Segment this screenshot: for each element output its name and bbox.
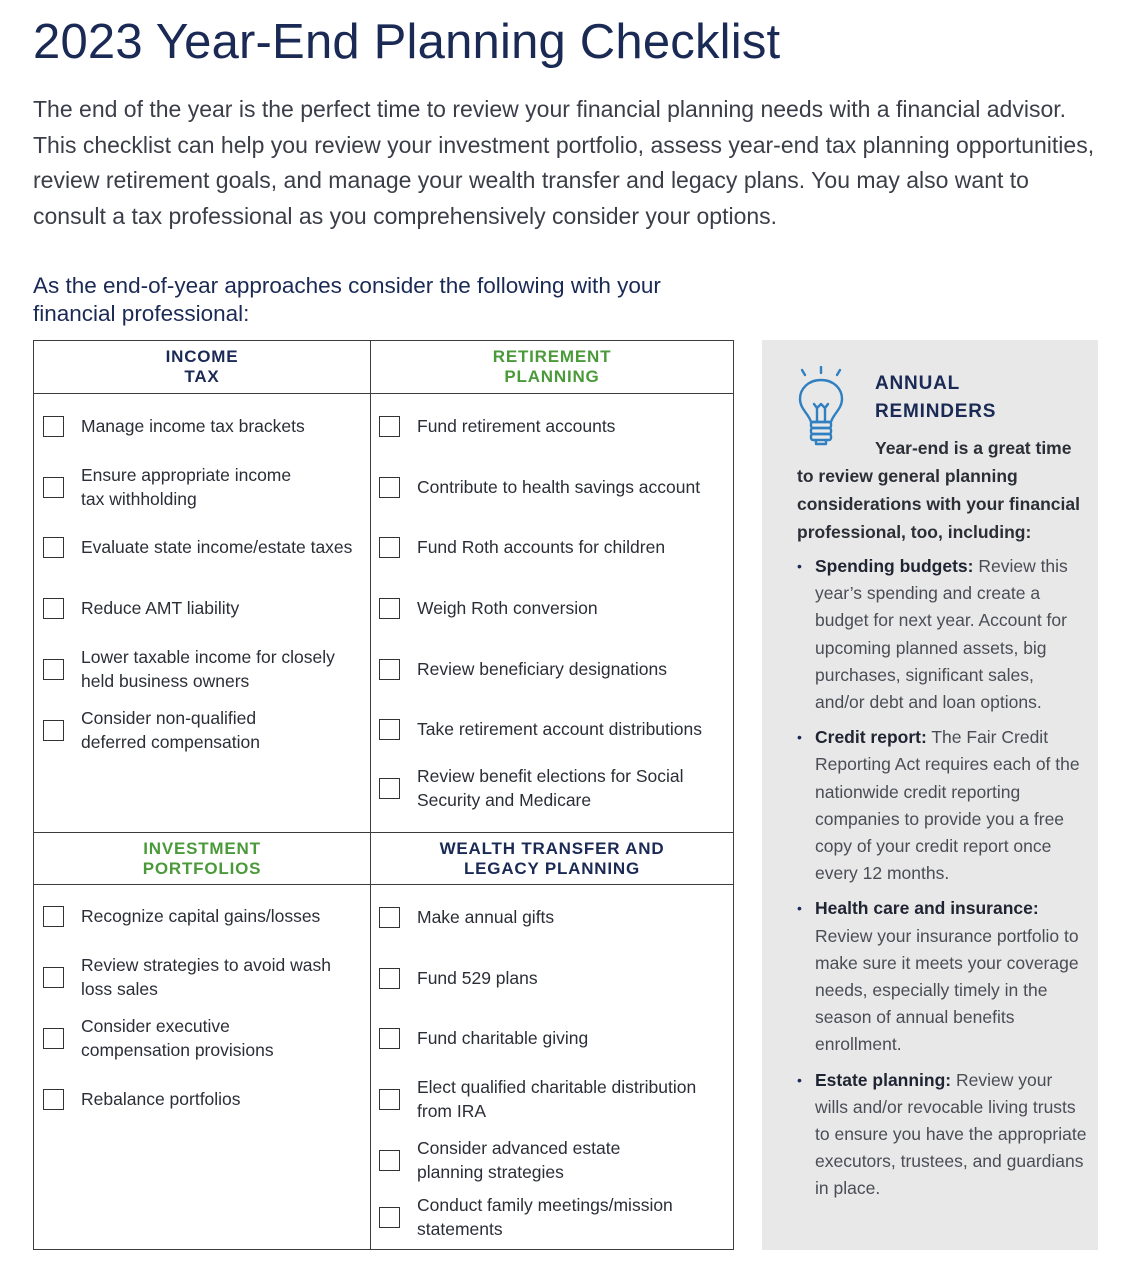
checklist-item[interactable] bbox=[43, 1014, 303, 1062]
section-header-line: PLANNING bbox=[504, 367, 600, 386]
checklist-item-label: Consider advanced estate planning strategies bbox=[417, 1138, 621, 1182]
checklist-item-label: Elect qualified charitable distribution from IRA bbox=[417, 1077, 697, 1121]
checklist-item-label: Fund retirement accounts bbox=[417, 416, 616, 436]
checklist-item-label: Consider executive compensation provisions bbox=[81, 1016, 274, 1060]
checklist-item[interactable] bbox=[379, 414, 729, 438]
checklist-item-label: Evaluate state income/estate taxes bbox=[81, 537, 353, 557]
reminder-text: Review your insurance portfolio to make sure it meets your coverage needs, especially timely in the season of annual benefits enrollment. bbox=[815, 925, 1079, 1055]
checklist-item-label: Take retirement account distributions bbox=[417, 719, 702, 739]
checklist-item-label: Conduct family meetings/mission statements bbox=[417, 1195, 673, 1239]
section-header-wealth-transfer bbox=[371, 833, 733, 885]
checkbox[interactable] bbox=[379, 1089, 400, 1110]
section-header-line: LEGACY PLANNING bbox=[463, 859, 641, 878]
section-header-income-tax bbox=[34, 341, 370, 393]
checkbox[interactable] bbox=[379, 598, 400, 619]
checklist-item[interactable] bbox=[43, 414, 363, 438]
checkbox[interactable] bbox=[43, 906, 64, 927]
annual-reminders-panel bbox=[762, 340, 1098, 1250]
reminders-title-line: ANNUAL bbox=[875, 373, 961, 394]
checkbox[interactable] bbox=[43, 1089, 64, 1110]
checklist-grid bbox=[33, 340, 734, 1250]
reminder-heading: Health care and insurance: bbox=[815, 898, 1039, 919]
checkbox[interactable] bbox=[379, 778, 400, 799]
reminder-text: The Fair Credit Reporting Act requires each of the nationwide credit reporting companies to provide you a free copy of your credit report once every 12 months. bbox=[815, 727, 1080, 884]
column-divider bbox=[370, 341, 371, 1249]
checkbox[interactable] bbox=[379, 416, 400, 437]
checkbox[interactable] bbox=[379, 907, 400, 928]
checklist-item[interactable] bbox=[43, 706, 293, 754]
checklist-item[interactable] bbox=[43, 463, 303, 511]
section-header-retirement bbox=[371, 341, 733, 393]
checkbox[interactable] bbox=[379, 968, 400, 989]
checklist-item[interactable] bbox=[379, 966, 729, 990]
checklist-item[interactable] bbox=[379, 1193, 679, 1241]
checklist-item-label: Rebalance portfolios bbox=[81, 1089, 241, 1109]
checklist-subheading: As the end-of-year approaches consider the following with your financial professional: bbox=[33, 273, 661, 326]
checkbox[interactable] bbox=[43, 416, 64, 437]
checklist-item[interactable] bbox=[379, 475, 729, 499]
checklist-item[interactable] bbox=[379, 535, 729, 559]
bullet-icon: • bbox=[797, 1071, 802, 1088]
reminder-item bbox=[797, 553, 1087, 716]
section-header-line: PORTFOLIOS bbox=[142, 859, 262, 878]
reminder-heading: Estate planning: bbox=[815, 1069, 952, 1090]
checklist-item-label: Fund charitable giving bbox=[417, 1028, 589, 1048]
checklist-item[interactable] bbox=[43, 904, 363, 928]
checkbox[interactable] bbox=[379, 719, 400, 740]
checklist-item-label: Review beneficiary designations bbox=[417, 659, 667, 679]
checkbox[interactable] bbox=[43, 967, 64, 988]
checklist-item-label: Fund Roth accounts for children bbox=[417, 537, 666, 557]
page-title: 2023 Year-End Planning Checklist bbox=[33, 15, 781, 69]
checklist-item-label: Review benefit elections for Social Security and Medicare bbox=[417, 766, 684, 810]
reminder-heading: Spending budgets: bbox=[815, 556, 974, 576]
section-header-investment bbox=[34, 833, 370, 885]
reminder-item bbox=[797, 895, 1087, 1058]
section-header-line: RETIREMENT bbox=[492, 347, 612, 366]
reminders-list bbox=[797, 553, 1087, 1211]
checklist-item-label: Make annual gifts bbox=[417, 907, 555, 927]
section-header-line: INVESTMENT bbox=[143, 839, 261, 858]
checkbox[interactable] bbox=[379, 1150, 400, 1171]
checklist-item-label: Ensure appropriate income tax withholding bbox=[81, 465, 292, 509]
reminders-intro bbox=[797, 434, 1082, 546]
section-header-line: INCOME bbox=[165, 347, 239, 366]
checklist-item[interactable] bbox=[379, 1075, 719, 1123]
checkbox[interactable] bbox=[43, 598, 64, 619]
checkbox[interactable] bbox=[379, 1028, 400, 1049]
checklist-item[interactable] bbox=[379, 717, 729, 741]
checklist-item-label: Contribute to health savings account bbox=[417, 477, 701, 497]
checklist-item[interactable] bbox=[43, 596, 363, 620]
checklist-item-label: Consider non-qualified deferred compensation bbox=[81, 708, 260, 752]
checklist-item-label: Recognize capital gains/losses bbox=[81, 906, 321, 926]
section-header-line: TAX bbox=[184, 367, 220, 386]
checklist-item[interactable] bbox=[379, 764, 699, 812]
checklist-item[interactable] bbox=[379, 596, 729, 620]
reminders-title-line: REMINDERS bbox=[875, 401, 997, 422]
checklist-item-label: Lower taxable income for closely held business owners bbox=[81, 647, 335, 691]
checkbox[interactable] bbox=[43, 720, 64, 741]
reminders-intro-rest: to review general planning considerations with your financial professional, too, including: bbox=[797, 466, 1080, 542]
checkbox[interactable] bbox=[43, 477, 64, 498]
intro-paragraph: The end of the year is the perfect time to review your financial planning needs with a financial advisor. This checklist can help you review your investment portfolio, assess year-end tax planning opportunities, review retirement goals, and manage your wealth transfer and legacy plans. You may also want to consult a tax professional as you comprehensively consider your options. bbox=[33, 96, 1095, 229]
reminder-text: Review this year’s spending and create a budget for next year. Account for upcoming planned assets, big purchases, significant sales, and/or debt and loan options. bbox=[815, 556, 1068, 713]
reminders-intro-first: Year-end is a great time bbox=[875, 438, 1072, 458]
bullet-icon: • bbox=[797, 900, 802, 917]
checklist-item[interactable] bbox=[43, 645, 353, 693]
checklist-item-label: Review strategies to avoid wash loss sales bbox=[81, 955, 331, 999]
checklist-item[interactable] bbox=[43, 1087, 363, 1111]
checkbox[interactable] bbox=[379, 477, 400, 498]
checklist-item[interactable] bbox=[43, 535, 368, 559]
section-header-line: WEALTH TRANSFER AND bbox=[439, 839, 665, 858]
checkbox[interactable] bbox=[43, 659, 64, 680]
checkbox[interactable] bbox=[379, 537, 400, 558]
reminders-title bbox=[875, 370, 996, 426]
bullet-icon: • bbox=[797, 729, 802, 746]
checklist-item-label: Weigh Roth conversion bbox=[417, 598, 598, 618]
bullet-icon: • bbox=[797, 558, 802, 574]
reminder-item bbox=[797, 1067, 1087, 1203]
checklist-item[interactable] bbox=[43, 953, 343, 1001]
checkbox[interactable] bbox=[379, 659, 400, 680]
checkbox[interactable] bbox=[379, 1207, 400, 1228]
checklist-item[interactable] bbox=[379, 1136, 669, 1184]
checklist-item[interactable] bbox=[379, 1026, 729, 1050]
checklist-item-label: Fund 529 plans bbox=[417, 968, 538, 988]
checklist-item-label: Manage income tax brackets bbox=[81, 416, 305, 436]
checklist-item-label: Reduce AMT liability bbox=[81, 598, 240, 618]
reminder-heading: Credit report: bbox=[815, 727, 927, 748]
reminder-text: Review your wills and/or revocable living trusts to ensure you have the appropriate executors, trustees, and guardians in place. bbox=[815, 1069, 1087, 1199]
checkbox[interactable] bbox=[43, 1028, 64, 1049]
checklist-item[interactable] bbox=[379, 905, 729, 929]
divider bbox=[34, 393, 733, 394]
checkbox[interactable] bbox=[43, 537, 64, 558]
checklist-item[interactable] bbox=[379, 657, 729, 681]
reminder-item bbox=[797, 724, 1087, 887]
